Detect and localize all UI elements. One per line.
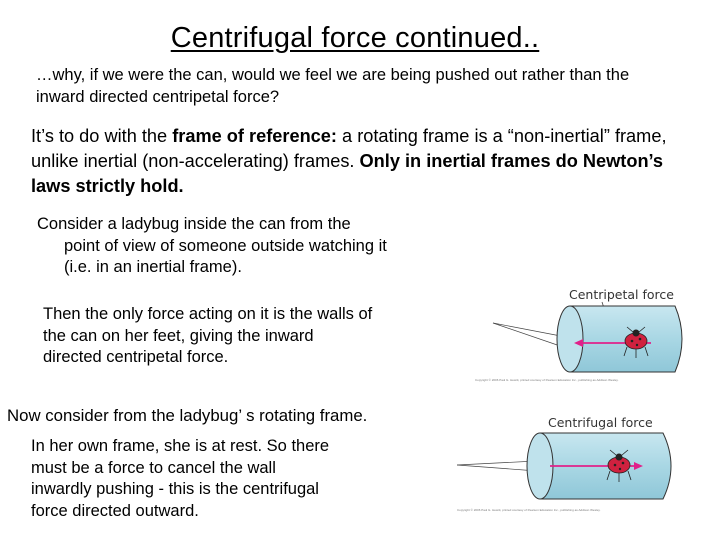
- can-open-end: [557, 306, 583, 372]
- rotation-line: [457, 465, 537, 471]
- centrifugal-paragraph: In her own frame, she is at rest. So there must be a force to cancel the wall inwardly pushing - this is the centrifugal force directed outward.: [31, 437, 330, 520]
- slide-title: Centrifugal force continued..: [170, 22, 540, 54]
- copyright-credit: Copyright © 2006 Paul G. Hewitt, printed courtesy of Pearson Education Inc., publishing as Addison Wesley.: [457, 508, 601, 512]
- frame-para-bold-2: Only in inertial frames do Newton’s laws strictly hold.: [31, 151, 664, 196]
- rotating-frame-intro: Now consider from the ladybug’ s rotating frame.: [7, 406, 368, 425]
- question-text: …why, if we were the can, would we feel we are being pushed out rather than the inward directed centripetal force?: [36, 66, 630, 106]
- rotation-line: [457, 461, 537, 465]
- centripetal-paragraph: Then the only force acting on it is the walls of the can on her feet, giving the inward directed centripetal force.: [43, 305, 373, 366]
- frame-para-bold-1: frame of reference:: [172, 126, 337, 146]
- frame-para-text-2: a rotating frame is a “non-inertial” frame, unlike inertial (non-accelerating) frames.: [31, 126, 667, 171]
- centripetal-figure: [475, 283, 705, 388]
- centrifugal-label: Centrifugal force: [548, 415, 653, 430]
- centrifugal-figure: [455, 405, 705, 515]
- can-open-end: [527, 433, 553, 499]
- inertial-rest: point of view of someone outside watching it (i.e. in an inertial frame).: [64, 236, 387, 276]
- frame-of-reference-paragraph: [31, 124, 701, 199]
- rotation-line: [493, 323, 566, 348]
- rotation-line: [493, 323, 566, 337]
- centripetal-label: Centripetal force: [569, 287, 674, 302]
- copyright-credit: Copyright © 2006 Paul G. Hewitt, printed courtesy of Pearson Education Inc., publishing as Addison Wesley.: [475, 378, 619, 382]
- inertial-line-1: Consider a ladybug inside the can from the: [37, 215, 351, 233]
- frame-para-text-1: It’s to do with the: [31, 126, 173, 146]
- inertial-frame-paragraph: [37, 214, 397, 279]
